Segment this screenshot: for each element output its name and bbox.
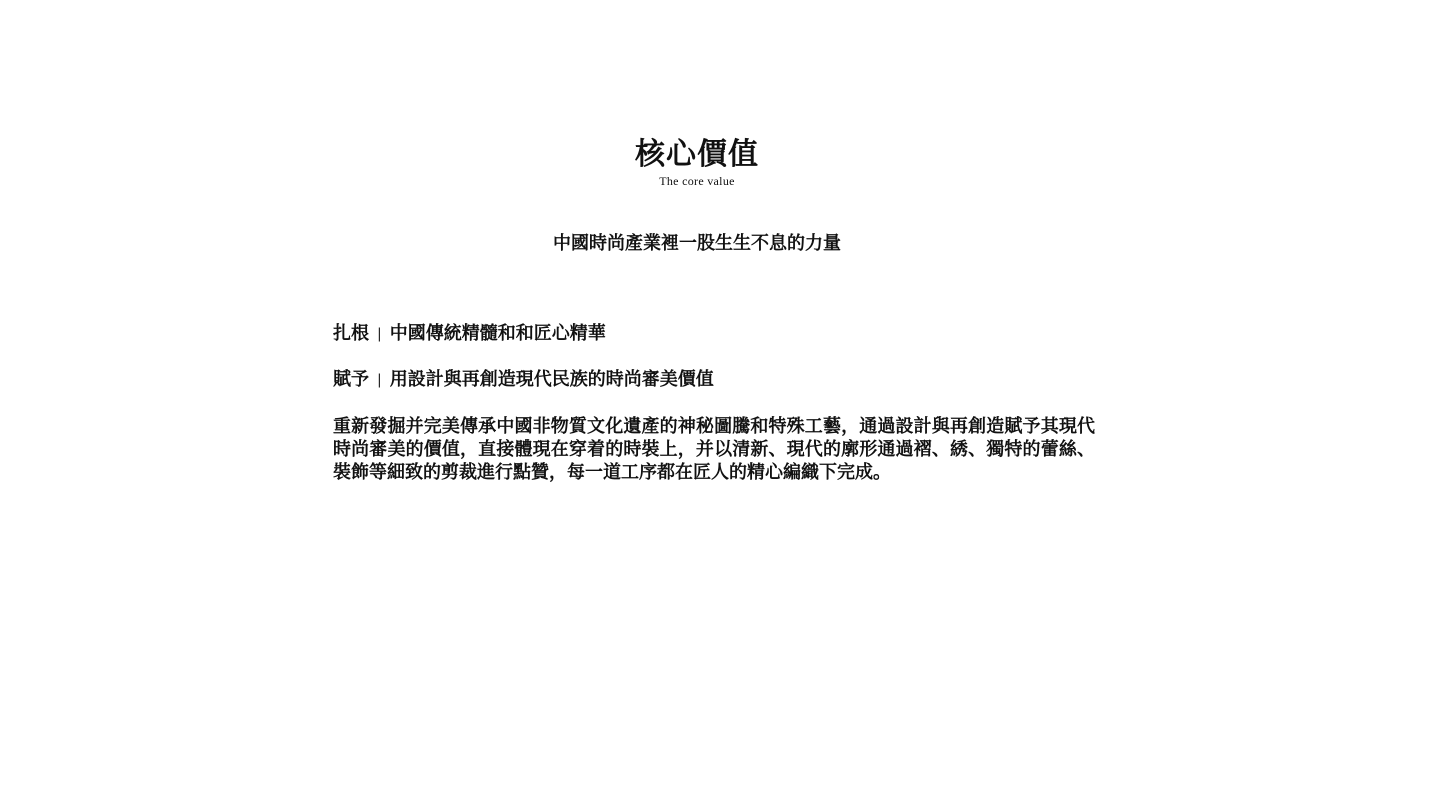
point-separator: | bbox=[377, 326, 382, 342]
section-header bbox=[0, 136, 1394, 188]
point-separator: | bbox=[377, 372, 382, 388]
description-paragraph: 重新發掘并完美傳承中國非物質文化遺產的神秘圖騰和特殊工藝，通過設計與再創造賦予其現代時尚審美的價值，直接體現在穿着的時裝上，并以清新、現代的廓形通過褶、綉、獨特的蕾絲、裝飾等細致的剪裁進行點贊，每一道工序都在匠人的精心編織下完成。 bbox=[333, 416, 1095, 483]
point-text: 中國傳統精髓和和匠心精華 bbox=[389, 323, 606, 344]
page-subtitle: The core value bbox=[659, 174, 735, 188]
page-title: 核心價值 bbox=[635, 137, 759, 172]
point-text: 用設計與再創造現代民族的時尚審美價值 bbox=[389, 369, 714, 390]
tagline: 中國時尚產業裡一股生生不息的力量 bbox=[553, 233, 841, 254]
point-rooting bbox=[333, 322, 1095, 347]
point-term: 賦予 bbox=[333, 369, 369, 390]
point-endow bbox=[333, 368, 1095, 393]
content-block bbox=[333, 322, 1095, 502]
point-term: 扎根 bbox=[333, 323, 369, 344]
